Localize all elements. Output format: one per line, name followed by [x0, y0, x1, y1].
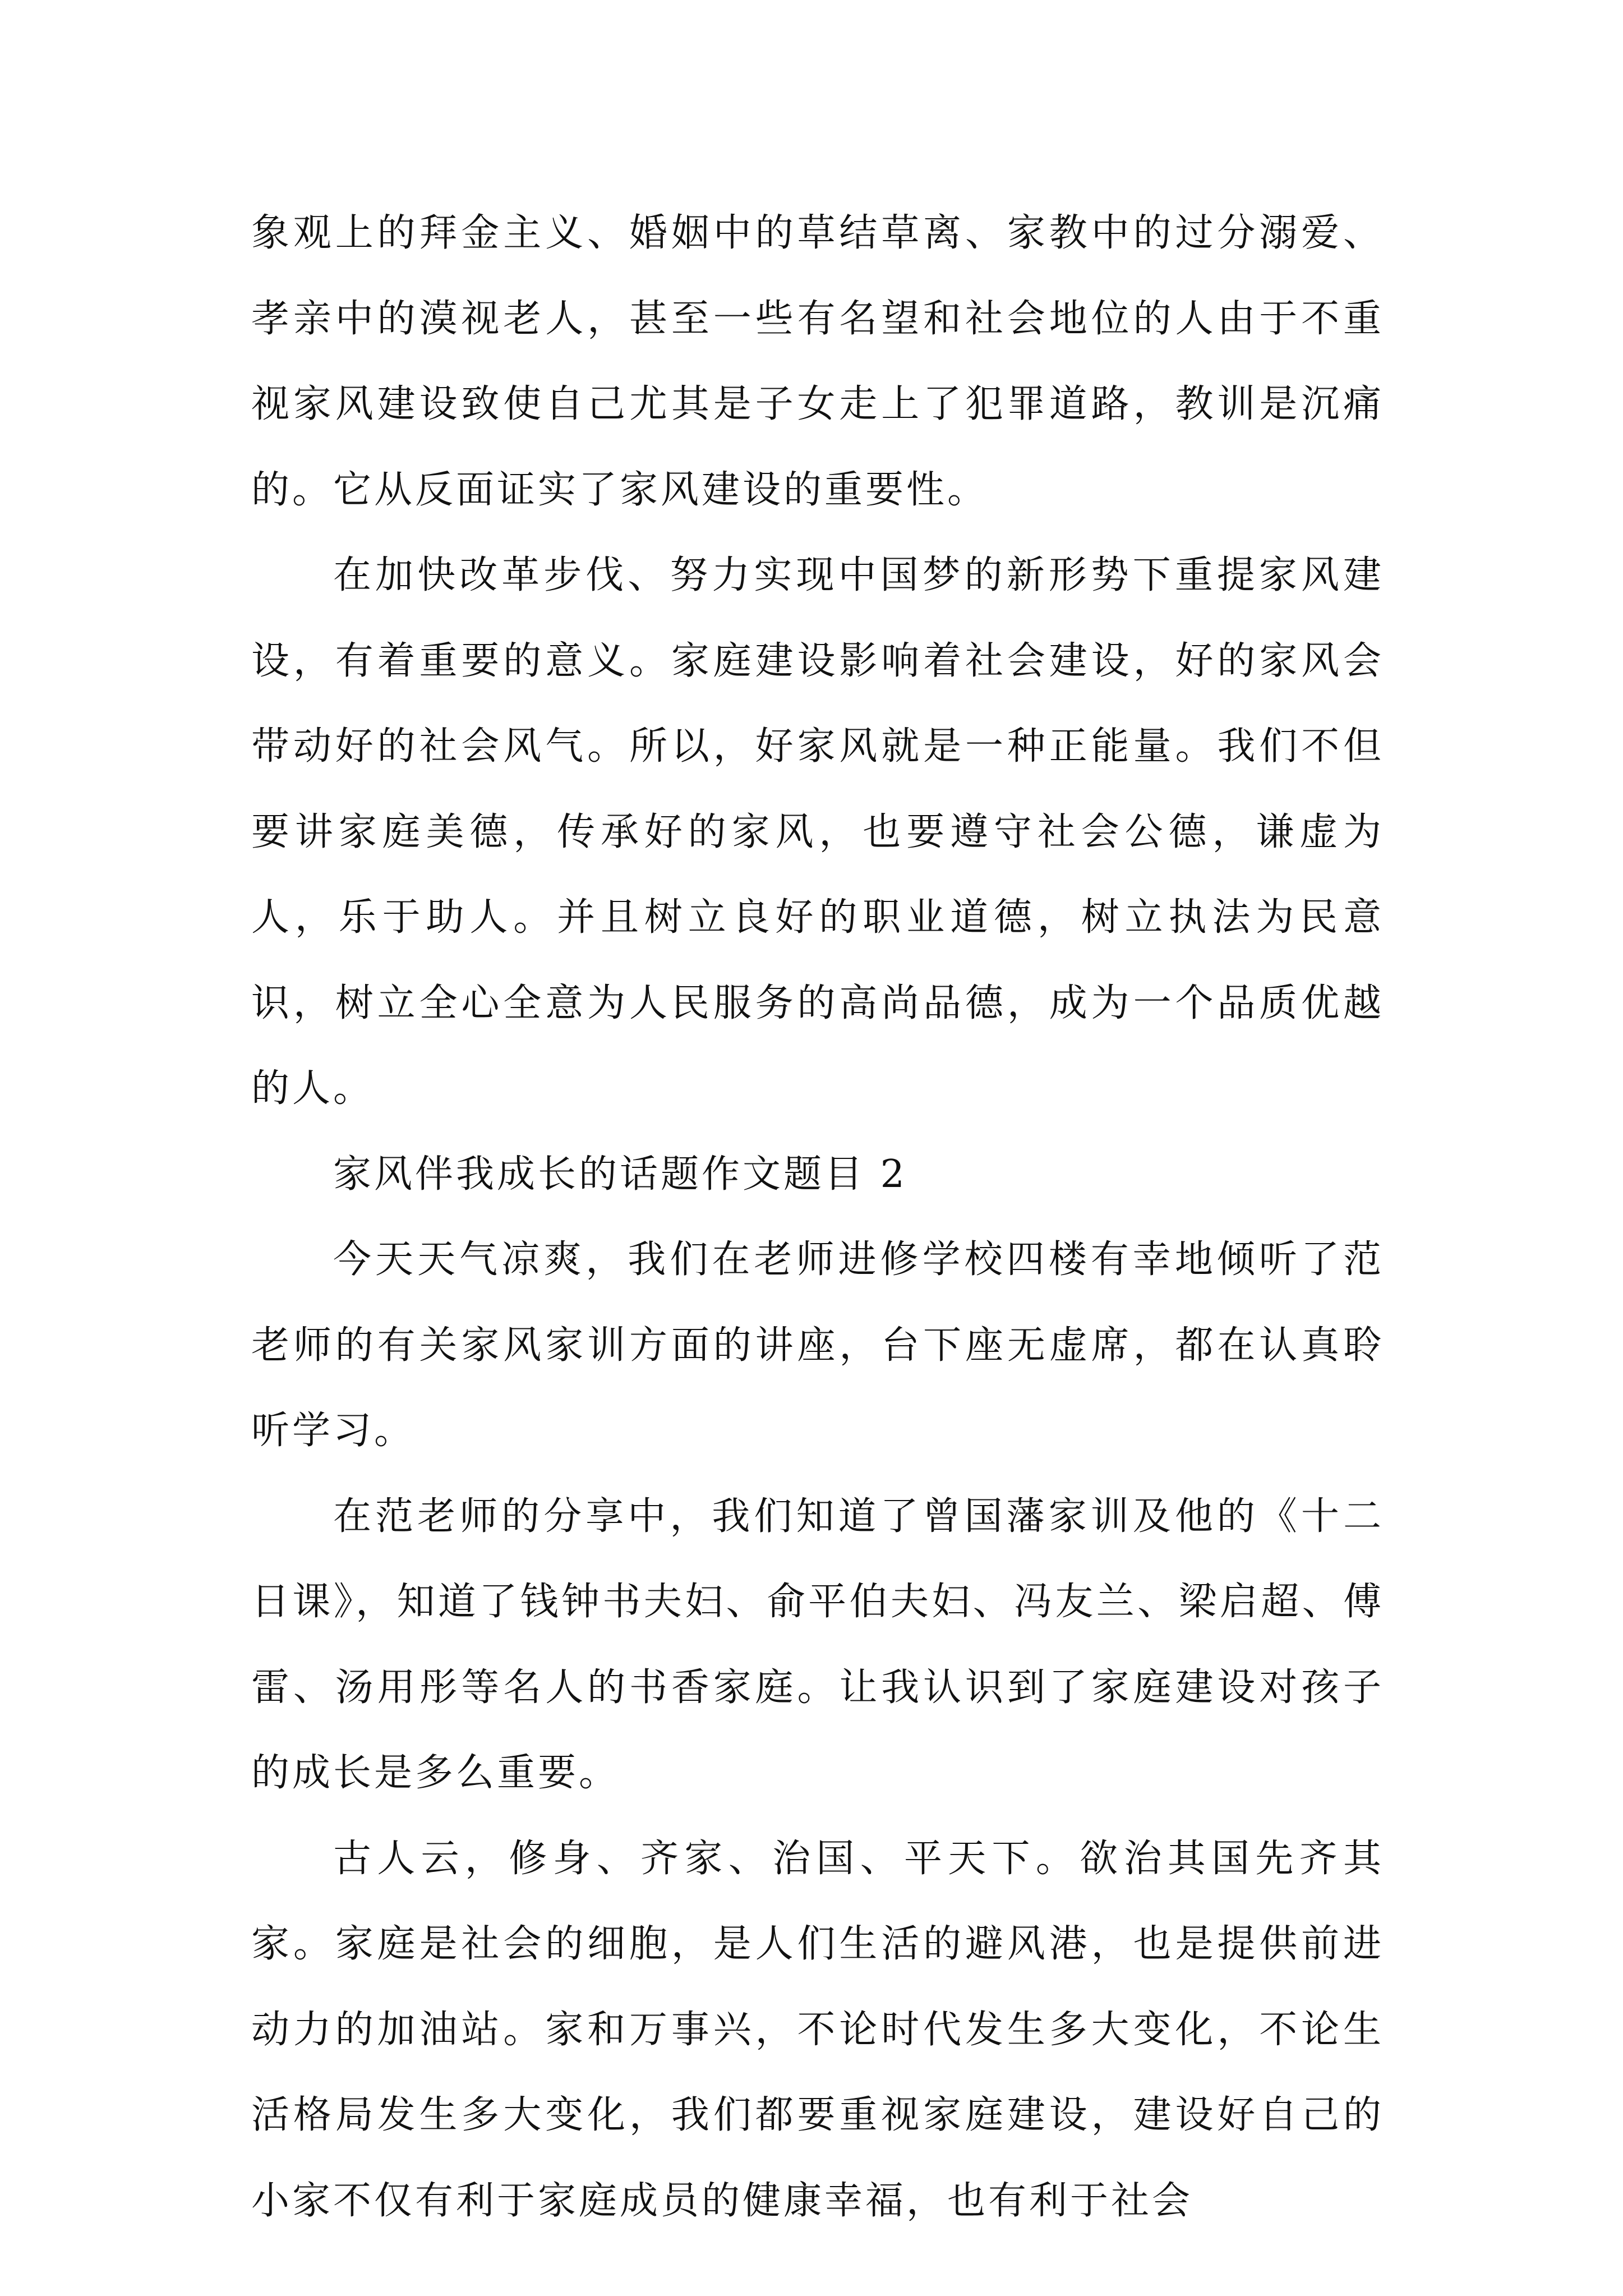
paragraph-continued: 象观上的拜金主义、婚姻中的草结草离、家教中的过分溺爱、孝亲中的漠视老人，甚至一些有名望和社会地位的人由于不重视家风建设致使自己尤其是子女走上了犯罪道路，教训是沉痛的。它从反面证实了家风建设的重要性。 [251, 211, 1384, 512]
paragraph: 今天天气凉爽，我们在老师进修学校四楼有幸地倾听了范老师的有关家风家训方面的讲座，台下座无虚席，都在认真聆听学习。 [251, 1237, 1384, 1453]
section-title: 家风伴我成长的话题作文题目 2 [333, 1152, 907, 1197]
document-body [251, 191, 1384, 2244]
paragraph: 在范老师的分享中，我们知道了曾国藩家训及他的《十二日课》，知道了钱钟书夫妇、俞平伯夫妇、冯友兰、梁启超、傅雷、汤用彤等名人的书香家庭。让我认识到了家庭建设对孩子的成长是多么重要。 [251, 1494, 1384, 1795]
paragraph: 在加快改革步伐、努力实现中国梦的新形势下重提家风建设，有着重要的意义。家庭建设影响着社会建设，好的家风会带动好的社会风气。所以，好家风就是一种正能量。我们不但要讲家庭美德，传承好的家风，也要遵守社会公德，谦虚为人，乐于助人。并且树立良好的职业道德，树立执法为民意识，树立全心全意为人民服务的高尚品德，成为一个品质优越的人。 [251, 553, 1384, 1111]
paragraph: 古人云，修身、齐家、治国、平天下。欲治其国先齐其家。家庭是社会的细胞，是人们生活的避风港，也是提供前进动力的加油站。家和万事兴，不论时代发生多大变化，不论生活格局发生多大变化，我们都要重视家庭建设，建设好自己的小家不仅有利于家庭成员的健康幸福，也有利于社会 [251, 1836, 1384, 2223]
